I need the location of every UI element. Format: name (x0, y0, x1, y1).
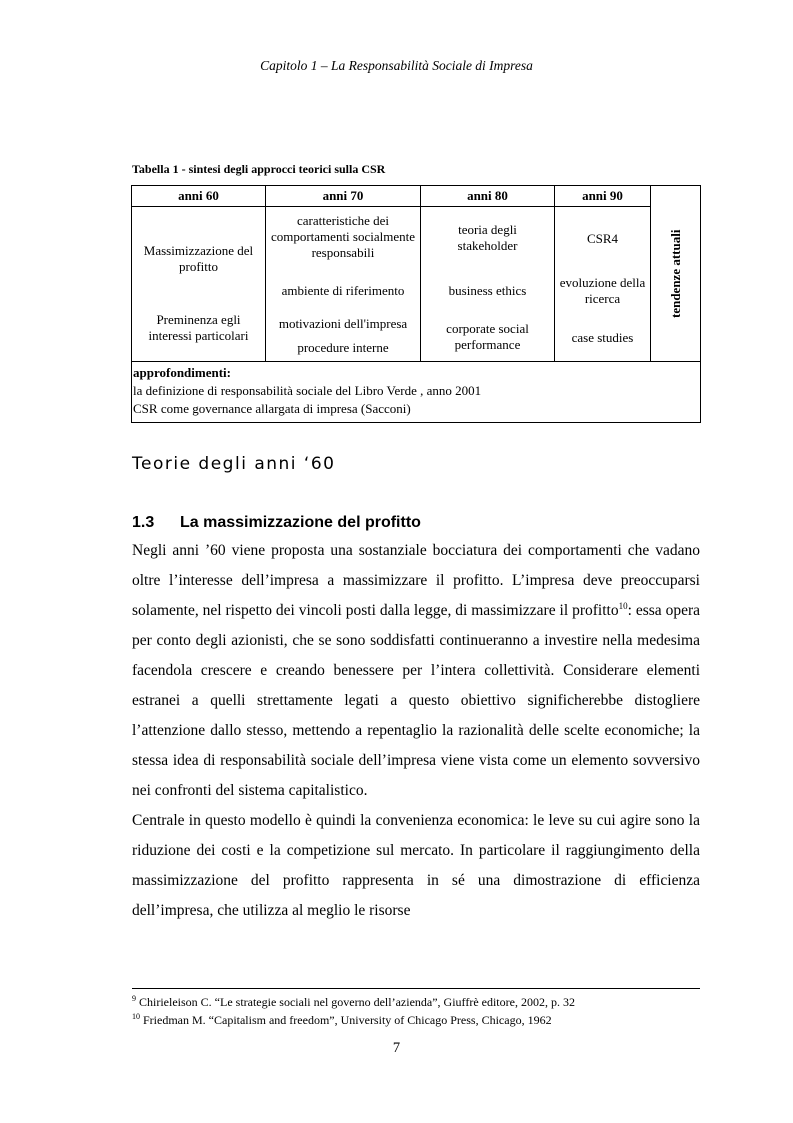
col-60-cell (132, 207, 266, 362)
col80-item: business ethics (448, 283, 527, 298)
footnote-mark: 10 (132, 1012, 140, 1021)
table-notes-row (132, 362, 701, 423)
side-label-cell (651, 186, 701, 362)
section-title: Teorie degli anni ‘60 (132, 454, 336, 474)
col80-item: teoria degli stakeholder (457, 222, 518, 253)
footnote-text: Chirieleison C. “Le strategie sociali nel governo dell’azienda”, Giuffrè editore, 2002, p. 32 (136, 995, 575, 1009)
header-anni-60: anni 60 (132, 186, 266, 207)
notes-title: approfondimenti: (133, 365, 231, 380)
footnote-ref[interactable]: 10 (618, 600, 628, 611)
col80-item: corporate social performance (446, 321, 529, 352)
running-header: Capitolo 1 – La Responsabilità Sociale di Impresa (260, 58, 533, 73)
notes-line: CSR come governance allargata di impresa (Sacconi) (133, 401, 411, 416)
subsection-number: 1.3 (132, 514, 155, 531)
body-text (132, 536, 700, 926)
csr-approaches-table (131, 185, 701, 423)
footnote-mark: 9 (132, 994, 136, 1003)
col60-item: Massimizzazione del profitto (143, 243, 254, 274)
paragraph-text: Negli anni ’60 viene proposta una sostanziale bocciatura dei comportamenti che vadano oltre l’interesse dell’impresa a massimizzare il profitto. L’impresa deve preoccuparsi solamente, nel rispetto dei vincoli posti dalla legge, di massimizzare il profitto (132, 542, 700, 619)
col90-item: evoluzione della ricerca (559, 275, 646, 306)
side-label: tendenze attuali (667, 229, 683, 318)
footnote-divider (132, 988, 700, 989)
paragraph (132, 536, 700, 806)
col-70-cell (266, 207, 421, 362)
footnote-text: Friedman M. “Capitalism and freedom”, University of Chicago Press, Chicago, 1962 (140, 1013, 552, 1027)
footnote (132, 1012, 552, 1028)
col70-item: caratteristiche dei comportamenti socialmente responsabili (270, 213, 416, 260)
col90-item: CSR4 (586, 231, 619, 246)
table-header-row (132, 186, 701, 207)
col70-item: ambiente di riferimento (281, 283, 405, 298)
header-anni-90: anni 90 (555, 186, 651, 207)
col70-item: procedure interne (297, 340, 389, 355)
header-anni-80: anni 80 (421, 186, 555, 207)
notes-cell (132, 362, 701, 423)
paragraph-text: : essa opera per conto degli azionisti, che se sono soddisfatti continueranno a investire nella medesima facendola crescere e creando benessere per l’intera collettività. Considerare elementi estranei a quelli strettamente legati a questo obiettivo significherebbe distogliere l’attenzione dallo stesso, mettendo a repentaglio la razionalità delle scelte economiche; la stessa idea di responsabilità sociale dell’impresa viene vista come un elemento sovversivo nei confronti del sistema capitalistico. (132, 602, 700, 799)
col-80-cell (421, 207, 555, 362)
col60-item: Preminenza egli interessi particolari (148, 312, 249, 343)
col90-item: case studies (571, 330, 634, 345)
footnote (132, 994, 575, 1010)
table-body-row (132, 207, 701, 362)
page-number: 7 (392, 1040, 401, 1056)
table-caption: Tabella 1 - sintesi degli approcci teorici sulla CSR (132, 162, 386, 176)
subsection-title: La massimizzazione del profitto (180, 514, 421, 531)
col70-item: motivazioni dell'impresa (278, 316, 408, 331)
paragraph: Centrale in questo modello è quindi la convenienza economica: le leve su cui agire sono la riduzione dei costi e la competizione sul mercato. In particolare il raggiungimento della massimizzazione del profitto rappresenta in sé una dimostrazione di efficienza dell’impresa, che utilizza al meglio le risorse (132, 812, 700, 919)
col-90-cell (555, 207, 651, 362)
subsection-heading (132, 514, 421, 532)
header-anni-70: anni 70 (266, 186, 421, 207)
notes-line: la definizione di responsabilità sociale del Libro Verde , anno 2001 (133, 383, 482, 398)
